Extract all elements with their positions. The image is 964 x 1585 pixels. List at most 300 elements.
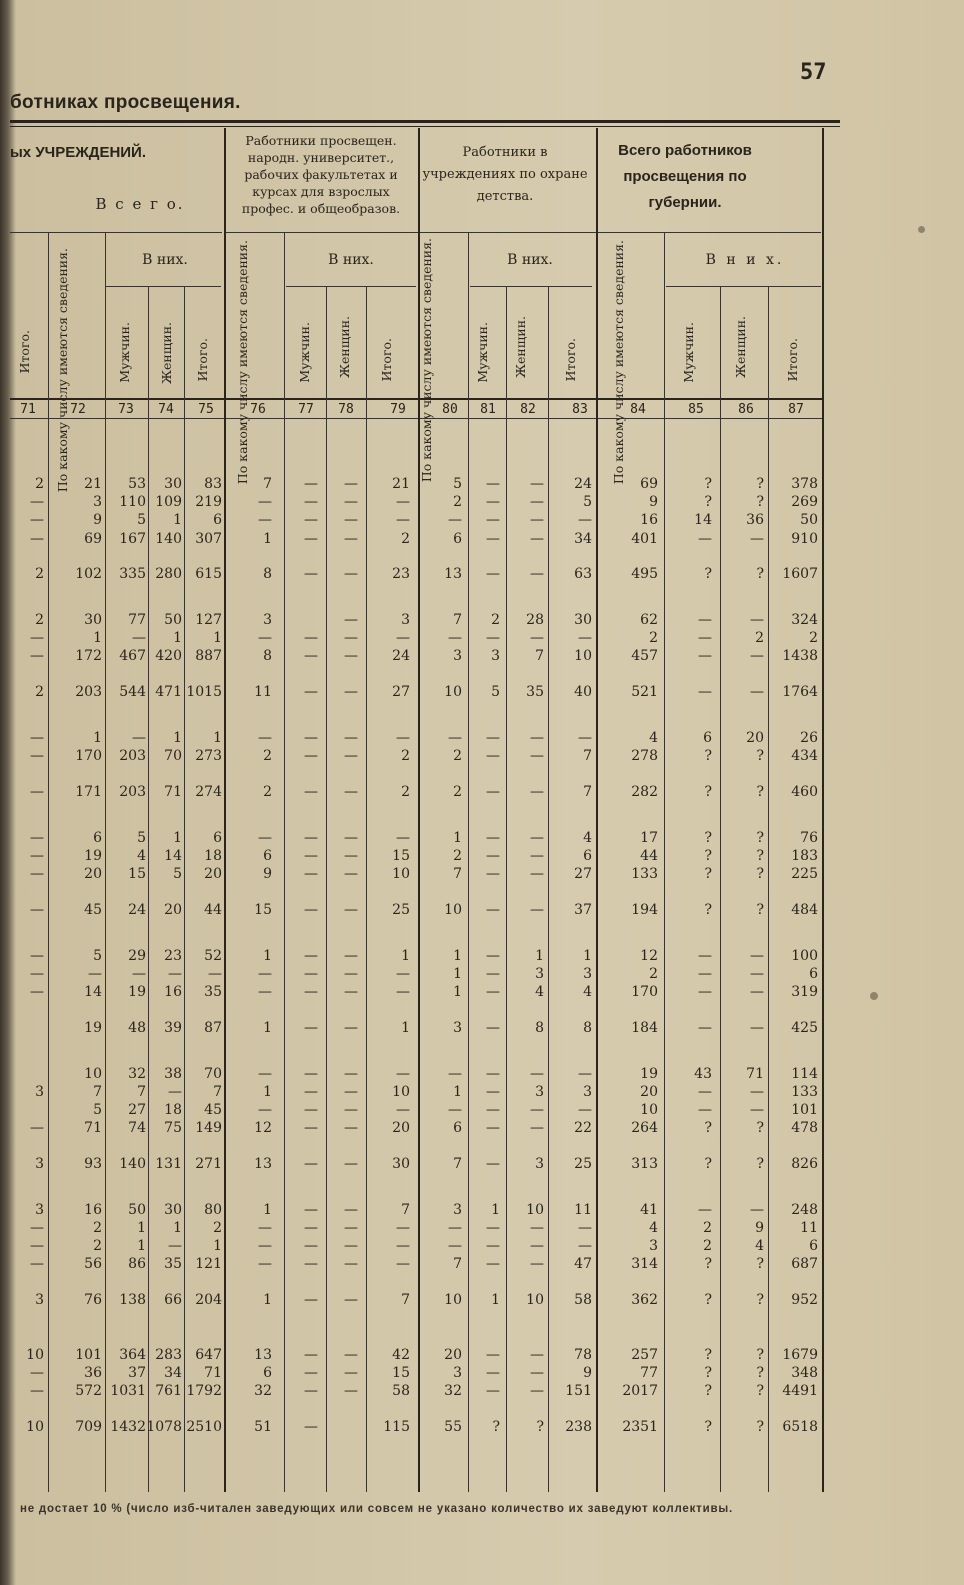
table-cell-col79: — xyxy=(396,966,410,982)
table-row xyxy=(0,629,964,647)
table-cell-col72: 1 xyxy=(93,630,102,646)
table-cell-col71: 2 xyxy=(35,476,44,492)
table-cell-col84: 170 xyxy=(631,984,658,1000)
table-cell-col80: 20 xyxy=(444,1347,462,1363)
table-cell-col84: 4 xyxy=(649,1220,658,1236)
col-header-muzh-77: Мужчин. xyxy=(297,322,312,383)
col-header-itogo-71: Итого. xyxy=(17,330,32,374)
table-cell-col85: ? xyxy=(704,866,712,882)
table-cell-col77: — xyxy=(304,830,318,846)
table-row xyxy=(0,1019,964,1037)
col-header-muzh-85: Мужчин. xyxy=(681,322,696,383)
table-cell-col85: ? xyxy=(704,830,712,846)
table-cell-col74: 14 xyxy=(164,848,182,864)
table-cell-col83: — xyxy=(578,1220,592,1236)
table-cell-col74: 280 xyxy=(155,566,182,582)
table-cell-col76: 6 xyxy=(263,1365,272,1381)
table-cell-col87: 460 xyxy=(791,784,818,800)
column-number-80: 80 xyxy=(442,402,458,417)
table-cell-col78: — xyxy=(344,1156,358,1172)
table-cell-col72: 6 xyxy=(93,830,102,846)
table-cell-col71: 2 xyxy=(35,684,44,700)
table-cell-col72: 16 xyxy=(84,1202,102,1218)
table-cell-col84: 9 xyxy=(649,494,658,510)
column-number-85: 85 xyxy=(688,402,704,417)
table-cell-col82: — xyxy=(530,630,544,646)
table-cell-col73: 5 xyxy=(137,512,146,528)
table-cell-col82: 10 xyxy=(526,1202,544,1218)
table-row xyxy=(0,683,964,701)
table-cell-col78: — xyxy=(344,902,358,918)
table-cell-col74: — xyxy=(168,1238,182,1254)
table-cell-col85: — xyxy=(698,1202,712,1218)
table-cell-col87: 324 xyxy=(791,612,818,628)
table-row xyxy=(0,947,964,965)
table-cell-col83: 238 xyxy=(565,1419,592,1435)
table-row xyxy=(0,747,964,765)
table-cell-col79: 15 xyxy=(392,848,410,864)
table-cell-col85: — xyxy=(698,1020,712,1036)
table-cell-col82: — xyxy=(530,866,544,882)
table-cell-col87: 2 xyxy=(809,630,818,646)
table-cell-col87: 26 xyxy=(800,730,818,746)
table-cell-col86: ? xyxy=(756,1347,764,1363)
table-cell-col78: — xyxy=(344,1365,358,1381)
table-cell-col76: 1 xyxy=(263,1084,272,1100)
table-cell-col83: 10 xyxy=(574,648,592,664)
table-cell-col74: 30 xyxy=(164,476,182,492)
table-cell-col86: ? xyxy=(756,1120,764,1136)
table-cell-col86: ? xyxy=(756,1419,764,1435)
col-header-zhensh-86: Женщин. xyxy=(733,316,748,379)
table-cell-col83: 37 xyxy=(574,902,592,918)
table-cell-col71: — xyxy=(30,1383,44,1399)
table-cell-col81: — xyxy=(486,902,500,918)
footnote: не достает 10 % (число изб-читален заведующих или совсем не указано количество их заведуют коллективы. xyxy=(20,1503,733,1515)
table-cell-col86: — xyxy=(750,648,764,664)
table-cell-col74: 34 xyxy=(164,1365,182,1381)
table-cell-col73: 27 xyxy=(128,1102,146,1118)
table-cell-col77: — xyxy=(304,684,318,700)
table-cell-col79: 10 xyxy=(392,1084,410,1100)
header-bottom-line xyxy=(10,398,822,400)
table-row xyxy=(0,1255,964,1273)
table-cell-col82: — xyxy=(530,494,544,510)
col-header-zhensh-82: Женщин. xyxy=(513,316,528,379)
table-cell-col79: 3 xyxy=(401,612,410,628)
table-cell-col78: — xyxy=(344,1066,358,1082)
table-cell-col82: — xyxy=(530,1238,544,1254)
table-cell-col78: — xyxy=(344,1084,358,1100)
table-cell-col74: 71 xyxy=(164,784,182,800)
table-cell-col85: — xyxy=(698,966,712,982)
table-cell-col81: — xyxy=(486,476,500,492)
column-number-77: 77 xyxy=(298,402,314,417)
table-cell-col77: — xyxy=(304,1238,318,1254)
table-cell-col75: 87 xyxy=(204,1020,222,1036)
table-cell-col86: 36 xyxy=(746,512,764,528)
table-cell-col84: 401 xyxy=(631,531,658,547)
table-cell-col72: 2 xyxy=(93,1238,102,1254)
table-cell-col81: — xyxy=(486,1238,500,1254)
table-cell-col72: 709 xyxy=(75,1419,102,1435)
table-cell-col79: — xyxy=(396,494,410,510)
table-cell-col87: 348 xyxy=(791,1365,818,1381)
table-cell-col79: — xyxy=(396,512,410,528)
table-cell-col73: — xyxy=(132,966,146,982)
table-cell-col86: ? xyxy=(756,866,764,882)
table-cell-col73: 140 xyxy=(119,1156,146,1172)
table-cell-col75: 1 xyxy=(213,1238,222,1254)
table-cell-col86: — xyxy=(750,1020,764,1036)
table-cell-col78: — xyxy=(344,948,358,964)
table-cell-col79: — xyxy=(396,730,410,746)
table-cell-col82: — xyxy=(530,531,544,547)
table-cell-col86: — xyxy=(750,1202,764,1218)
table-cell-col71: — xyxy=(30,830,44,846)
table-cell-col79: 15 xyxy=(392,1365,410,1381)
table-cell-col84: 3 xyxy=(649,1238,658,1254)
col-header-muzh-73: Мужчин. xyxy=(117,322,132,383)
table-cell-col85: — xyxy=(698,984,712,1000)
table-cell-col76: 13 xyxy=(254,1156,272,1172)
table-cell-col75: 121 xyxy=(195,1256,222,1272)
table-cell-col75: 219 xyxy=(195,494,222,510)
table-cell-col82: — xyxy=(530,1220,544,1236)
header-line xyxy=(470,286,592,287)
table-cell-col74: 131 xyxy=(155,1156,182,1172)
table-cell-col79: 27 xyxy=(392,684,410,700)
table-cell-col83: — xyxy=(578,1102,592,1118)
table-cell-col75: 71 xyxy=(204,1365,222,1381)
table-cell-col81: — xyxy=(486,1156,500,1172)
table-cell-col71: 3 xyxy=(35,1084,44,1100)
column-number-87: 87 xyxy=(788,402,804,417)
table-cell-col86: — xyxy=(750,1102,764,1118)
table-cell-col77: — xyxy=(304,948,318,964)
header-line xyxy=(666,286,821,287)
table-cell-col83: — xyxy=(578,1238,592,1254)
table-cell-col78: — xyxy=(344,1202,358,1218)
table-cell-col71: — xyxy=(30,1120,44,1136)
table-cell-col86: 20 xyxy=(746,730,764,746)
table-cell-col79: 58 xyxy=(392,1383,410,1399)
table-cell-col72: 7 xyxy=(93,1084,102,1100)
table-cell-col87: 76 xyxy=(800,830,818,846)
table-cell-col84: 184 xyxy=(631,1020,658,1036)
table-cell-col74: 761 xyxy=(155,1383,182,1399)
table-cell-col87: 183 xyxy=(791,848,818,864)
column-number-83: 83 xyxy=(572,402,588,417)
table-cell-col78: — xyxy=(344,1347,358,1363)
table-cell-col78: — xyxy=(344,1220,358,1236)
table-cell-col84: 19 xyxy=(640,1066,658,1082)
table-cell-col78: — xyxy=(344,648,358,664)
table-cell-col80: 13 xyxy=(444,566,462,582)
table-cell-col86: — xyxy=(750,984,764,1000)
table-cell-col85: ? xyxy=(704,494,712,510)
table-cell-col85: ? xyxy=(704,1256,712,1272)
table-cell-col71: — xyxy=(30,948,44,964)
table-cell-col71: — xyxy=(30,512,44,528)
header-rule-thin xyxy=(10,126,840,127)
table-cell-col79: — xyxy=(396,984,410,1000)
table-cell-col81: — xyxy=(486,984,500,1000)
table-row xyxy=(0,511,964,529)
table-cell-col74: 1 xyxy=(173,730,182,746)
table-cell-col73: 77 xyxy=(128,612,146,628)
header-rule xyxy=(10,120,840,123)
table-cell-col86: ? xyxy=(756,848,764,864)
table-row xyxy=(0,1065,964,1083)
table-cell-col80: 2 xyxy=(453,848,462,864)
table-cell-col87: 425 xyxy=(791,1020,818,1036)
table-cell-col71: — xyxy=(30,1365,44,1381)
table-cell-col73: 48 xyxy=(128,1020,146,1036)
table-cell-col86: 9 xyxy=(755,1220,764,1236)
table-cell-col87: 133 xyxy=(791,1084,818,1100)
table-cell-col72: 170 xyxy=(75,748,102,764)
table-cell-col73: 167 xyxy=(119,531,146,547)
column-number-76: 76 xyxy=(250,402,266,417)
table-cell-col79: 115 xyxy=(383,1419,410,1435)
colnum-bottom-line xyxy=(10,418,822,419)
table-cell-col83: 27 xyxy=(574,866,592,882)
table-cell-col71: — xyxy=(30,630,44,646)
table-cell-col87: 319 xyxy=(791,984,818,1000)
table-cell-col85: — xyxy=(698,630,712,646)
table-cell-col87: 1607 xyxy=(782,566,818,582)
table-cell-col80: 3 xyxy=(453,1020,462,1036)
table-row xyxy=(0,1219,964,1237)
table-cell-col81: 1 xyxy=(491,1202,500,1218)
table-cell-col71: — xyxy=(30,1238,44,1254)
table-cell-col75: 127 xyxy=(195,612,222,628)
table-row xyxy=(0,829,964,847)
table-cell-col81: — xyxy=(486,830,500,846)
table-cell-col86: ? xyxy=(756,1156,764,1172)
table-cell-col74: 1 xyxy=(173,630,182,646)
table-cell-col78: — xyxy=(344,1256,358,1272)
table-row xyxy=(0,493,964,511)
table-cell-col71: 10 xyxy=(26,1347,44,1363)
table-cell-col79: 20 xyxy=(392,1120,410,1136)
table-cell-col83: 58 xyxy=(574,1292,592,1308)
table-cell-col79: — xyxy=(396,830,410,846)
table-cell-col84: 521 xyxy=(631,684,658,700)
table-cell-col73: 19 xyxy=(128,984,146,1000)
table-cell-col74: — xyxy=(168,966,182,982)
table-cell-col71: 2 xyxy=(35,566,44,582)
paper-stain xyxy=(870,992,878,1000)
table-cell-col74: 5 xyxy=(173,866,182,882)
table-cell-col73: — xyxy=(132,630,146,646)
table-cell-col74: 75 xyxy=(164,1120,182,1136)
table-cell-col80: 1 xyxy=(453,1084,462,1100)
col-header-itogo-83: Итого. xyxy=(563,338,578,382)
table-cell-col83: 4 xyxy=(583,830,592,846)
table-cell-col77: — xyxy=(304,748,318,764)
table-cell-col76: — xyxy=(258,1256,272,1272)
table-cell-col82: 28 xyxy=(526,612,544,628)
table-cell-col72: 56 xyxy=(84,1256,102,1272)
table-cell-col73: 1 xyxy=(137,1238,146,1254)
table-cell-col80: 2 xyxy=(453,494,462,510)
table-cell-col72: 30 xyxy=(84,612,102,628)
table-cell-col86: — xyxy=(750,948,764,964)
table-cell-col84: 16 xyxy=(640,512,658,528)
table-cell-col85: ? xyxy=(704,1383,712,1399)
subheader-v-nih-1: В них. xyxy=(142,252,188,268)
table-cell-col72: 36 xyxy=(84,1365,102,1381)
table-row xyxy=(0,1119,964,1137)
table-cell-col84: 2351 xyxy=(622,1419,658,1435)
table-cell-col80: — xyxy=(448,630,462,646)
table-cell-col76: — xyxy=(258,1102,272,1118)
col-header-itogo-75: Итого. xyxy=(195,338,210,382)
table-row xyxy=(0,847,964,865)
table-cell-col80: 6 xyxy=(453,1120,462,1136)
table-cell-col77: — xyxy=(304,630,318,646)
table-cell-col83: — xyxy=(578,512,592,528)
table-cell-col74: 50 xyxy=(164,612,182,628)
table-cell-col77: — xyxy=(304,984,318,1000)
table-cell-col76: — xyxy=(258,830,272,846)
table-cell-col71: — xyxy=(30,784,44,800)
table-cell-col73: 110 xyxy=(119,494,146,510)
table-cell-col86: ? xyxy=(756,748,764,764)
table-cell-col76: 9 xyxy=(263,866,272,882)
table-cell-col84: 314 xyxy=(631,1256,658,1272)
table-cell-col71: 3 xyxy=(35,1156,44,1172)
table-cell-col73: — xyxy=(132,730,146,746)
table-cell-col81: — xyxy=(486,630,500,646)
table-cell-col72: 5 xyxy=(93,1102,102,1118)
table-cell-col79: — xyxy=(396,1102,410,1118)
table-cell-col83: 7 xyxy=(583,784,592,800)
table-cell-col87: 114 xyxy=(791,1066,818,1082)
table-cell-col82: — xyxy=(530,748,544,764)
table-cell-col85: 2 xyxy=(703,1238,712,1254)
column-number-72: 72 xyxy=(70,402,86,417)
table-cell-col79: 25 xyxy=(392,902,410,918)
table-cell-col87: 378 xyxy=(791,476,818,492)
table-cell-col76: 6 xyxy=(263,848,272,864)
table-row xyxy=(0,1101,964,1119)
table-cell-col85: 6 xyxy=(703,730,712,746)
table-cell-col83: 63 xyxy=(574,566,592,582)
table-cell-col84: 495 xyxy=(631,566,658,582)
table-cell-col82: — xyxy=(530,1365,544,1381)
table-row xyxy=(0,1346,964,1364)
table-cell-col75: 70 xyxy=(204,1066,222,1082)
table-cell-col79: — xyxy=(396,1220,410,1236)
table-cell-col72: 203 xyxy=(75,684,102,700)
table-cell-col76: 8 xyxy=(263,566,272,582)
table-cell-col74: 140 xyxy=(155,531,182,547)
group-header-universities: Работники просвещен. народн. университет., рабочих факультетах и курсах для взрослых профес. и общеобразов. xyxy=(241,133,401,216)
table-cell-col78: — xyxy=(344,494,358,510)
table-cell-col72: 71 xyxy=(84,1120,102,1136)
col-header-po-kakomu-76: По какому числу имеются сведения. xyxy=(235,240,250,485)
table-cell-col85: ? xyxy=(704,1156,712,1172)
table-cell-col86: ? xyxy=(756,902,764,918)
table-cell-col74: 1 xyxy=(173,1220,182,1236)
table-cell-col77: — xyxy=(304,848,318,864)
table-cell-col74: 16 xyxy=(164,984,182,1000)
table-cell-col82: — xyxy=(530,566,544,582)
table-cell-col73: 24 xyxy=(128,902,146,918)
table-cell-col83: 7 xyxy=(583,748,592,764)
column-number-74: 74 xyxy=(158,402,174,417)
table-cell-col81: — xyxy=(486,1120,500,1136)
table-cell-col71: — xyxy=(30,531,44,547)
table-cell-col87: 478 xyxy=(791,1120,818,1136)
table-cell-col87: 101 xyxy=(791,1102,818,1118)
table-cell-col74: — xyxy=(168,1084,182,1100)
table-cell-col85: 43 xyxy=(694,1066,712,1082)
table-cell-col74: 35 xyxy=(164,1256,182,1272)
table-cell-col83: 25 xyxy=(574,1156,592,1172)
table-cell-col80: 55 xyxy=(444,1419,462,1435)
table-cell-col73: 50 xyxy=(128,1202,146,1218)
table-cell-col83: 4 xyxy=(583,984,592,1000)
table-cell-col75: 44 xyxy=(204,902,222,918)
table-cell-col78: — xyxy=(344,1120,358,1136)
table-cell-col80: 7 xyxy=(453,1256,462,1272)
table-row xyxy=(0,1237,964,1255)
table-cell-col77: — xyxy=(304,902,318,918)
table-cell-col80: 1 xyxy=(453,966,462,982)
column-number-71: 71 xyxy=(20,402,36,417)
table-cell-col74: 30 xyxy=(164,1202,182,1218)
table-cell-col78: — xyxy=(344,476,358,492)
table-cell-col87: 687 xyxy=(791,1256,818,1272)
col-header-zhensh-78: Женщин. xyxy=(337,316,352,379)
table-cell-col81: — xyxy=(486,748,500,764)
table-cell-col80: — xyxy=(448,512,462,528)
column-divider xyxy=(326,286,327,1492)
table-cell-col78: — xyxy=(344,848,358,864)
table-cell-col87: 6 xyxy=(809,1238,818,1254)
table-cell-col78: — xyxy=(344,531,358,547)
table-cell-col76: — xyxy=(258,1220,272,1236)
table-cell-col71: — xyxy=(30,848,44,864)
table-cell-col80: 6 xyxy=(453,531,462,547)
table-cell-col80: 1 xyxy=(453,948,462,964)
table-cell-col82: — xyxy=(530,1102,544,1118)
table-cell-col77: — xyxy=(304,1383,318,1399)
table-cell-col84: 2 xyxy=(649,966,658,982)
table-cell-col71: — xyxy=(30,1220,44,1236)
table-cell-col77: — xyxy=(304,1120,318,1136)
table-cell-col76: — xyxy=(258,1238,272,1254)
paper-stain xyxy=(918,226,925,233)
page-number: 57 xyxy=(800,60,827,85)
table-cell-col84: 282 xyxy=(631,784,658,800)
table-cell-col83: 9 xyxy=(583,1365,592,1381)
table-cell-col84: 10 xyxy=(640,1102,658,1118)
table-cell-col74: 70 xyxy=(164,748,182,764)
col-header-po-kakomu-72: По какому числу имеются сведения. xyxy=(55,248,70,493)
table-cell-col73: 138 xyxy=(119,1292,146,1308)
table-cell-col79: 30 xyxy=(392,1156,410,1172)
table-cell-col73: 544 xyxy=(119,684,146,700)
table-cell-col85: — xyxy=(698,684,712,700)
table-cell-col74: 20 xyxy=(164,902,182,918)
table-cell-col73: 203 xyxy=(119,784,146,800)
table-cell-col87: 100 xyxy=(791,948,818,964)
